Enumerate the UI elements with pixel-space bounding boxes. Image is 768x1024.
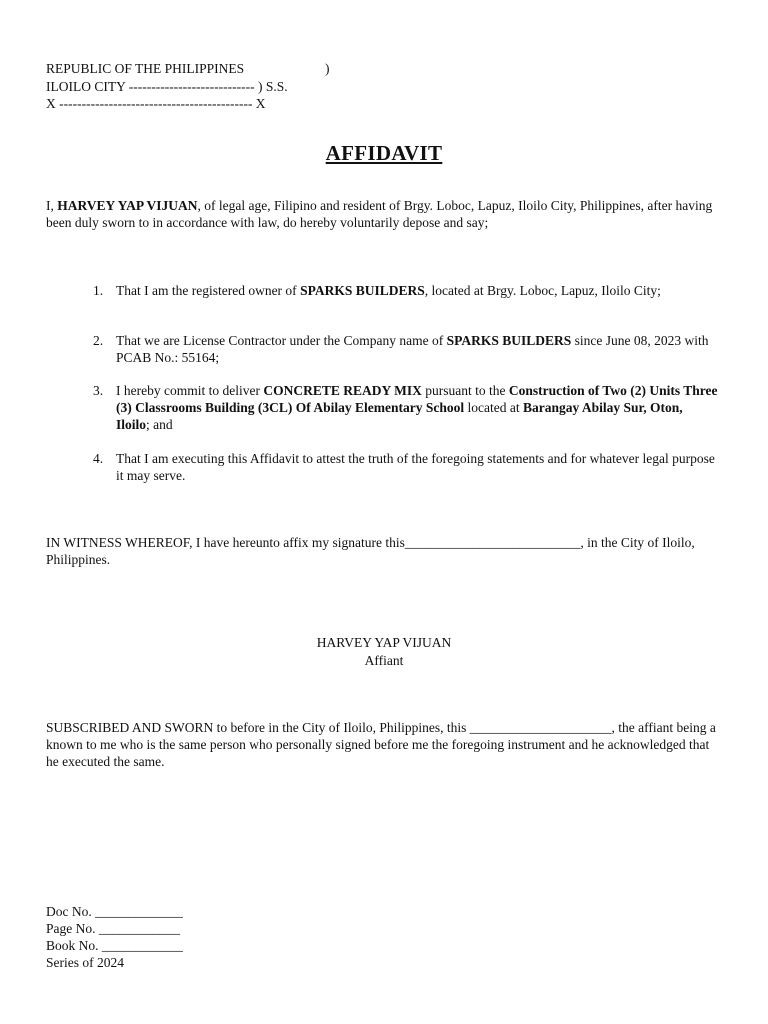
affiant-name-bold: HARVEY YAP VIJUAN	[57, 198, 198, 213]
intro-prefix: I,	[46, 198, 58, 213]
item-1-part-1: That I am the registered owner of	[116, 283, 301, 298]
item-3-part-1: I hereby commit to deliver	[116, 383, 264, 398]
notary-page-no: Page No. ____________	[46, 921, 180, 936]
notary-doc-no: Doc No. _____________	[46, 904, 183, 919]
subscribed-date-blank: _____________________	[469, 720, 612, 735]
republic-text: REPUBLIC OF THE PHILIPPINES	[46, 61, 245, 76]
subscribed-text-2: , the affiant being a known to me who is the same person who personally signed before me the foregoing instrument and he acknowledged that he executed the same.	[46, 720, 716, 769]
witness-text-1: IN WITNESS WHEREOF, I have hereunto affix my signature this	[46, 535, 405, 550]
header-republic	[46, 60, 244, 77]
item-1-company: SPARKS BUILDERS	[300, 283, 425, 298]
item-2-part-1: That we are License Contractor under the Company name of	[116, 333, 447, 348]
item-3-number: 3.	[93, 383, 104, 398]
item-2-company: SPARKS BUILDERS	[446, 333, 572, 348]
notary-series: Series of 2024	[46, 955, 124, 970]
item-2-text	[116, 332, 718, 366]
item-3-part-2: pursuant to the	[421, 383, 509, 398]
header-x-line: X ------------------------------------------- X	[46, 96, 266, 111]
item-3-location: Barangay Abilay Sur, Oton, Iloilo	[116, 400, 683, 432]
witness-paragraph	[46, 534, 706, 568]
item-3-project: Construction of Two (2) Units Three (3) Classrooms Building (3CL) Of Abilay Elementary School	[116, 383, 718, 415]
item-3-part-3: located at	[464, 400, 524, 415]
item-2-number: 2.	[93, 333, 104, 348]
witness-text-2: , in the City of Iloilo, Philippines.	[46, 535, 695, 567]
intro-paragraph	[46, 197, 722, 231]
item-4-number: 4.	[93, 451, 104, 466]
item-4-text	[116, 450, 718, 484]
item-4-part-1: That I am executing this Affidavit to attest the truth of the foregoing statements and for whatever legal purpose it may serve.	[116, 451, 715, 483]
header-republic-paren: )	[325, 61, 330, 76]
header-city-line: ILOILO CITY ---------------------------- ) S.S.	[46, 79, 288, 94]
item-3-product: CONCRETE READY MIX	[263, 383, 422, 398]
document-title: AFFIDAVIT	[325, 141, 443, 165]
signature-name: HARVEY YAP VIJUAN	[316, 635, 452, 650]
signature-role: Affiant	[364, 653, 404, 668]
item-3-part-4: ; and	[146, 417, 173, 432]
notary-book-no: Book No. ____________	[46, 938, 183, 953]
witness-date-blank: __________________________	[404, 535, 581, 550]
intro-rest: , of legal age, Filipino and resident of Brgy. Loboc, Lapuz, Iloilo City, Philippines, after having been duly sworn to in accordance with law, do hereby voluntarily depose and say;	[46, 198, 713, 230]
item-1-number: 1.	[93, 283, 104, 298]
subscribed-paragraph	[46, 719, 722, 770]
subscribed-text-1: SUBSCRIBED AND SWORN to before in the City of Iloilo, Philippines, this	[46, 720, 470, 735]
item-1-text	[116, 282, 718, 299]
item-3-text	[116, 382, 718, 433]
item-1-part-2: , located at Brgy. Loboc, Lapuz, Iloilo City;	[424, 283, 661, 298]
item-2-part-2: since June 08, 2023 with PCAB No.: 55164;	[116, 333, 709, 365]
